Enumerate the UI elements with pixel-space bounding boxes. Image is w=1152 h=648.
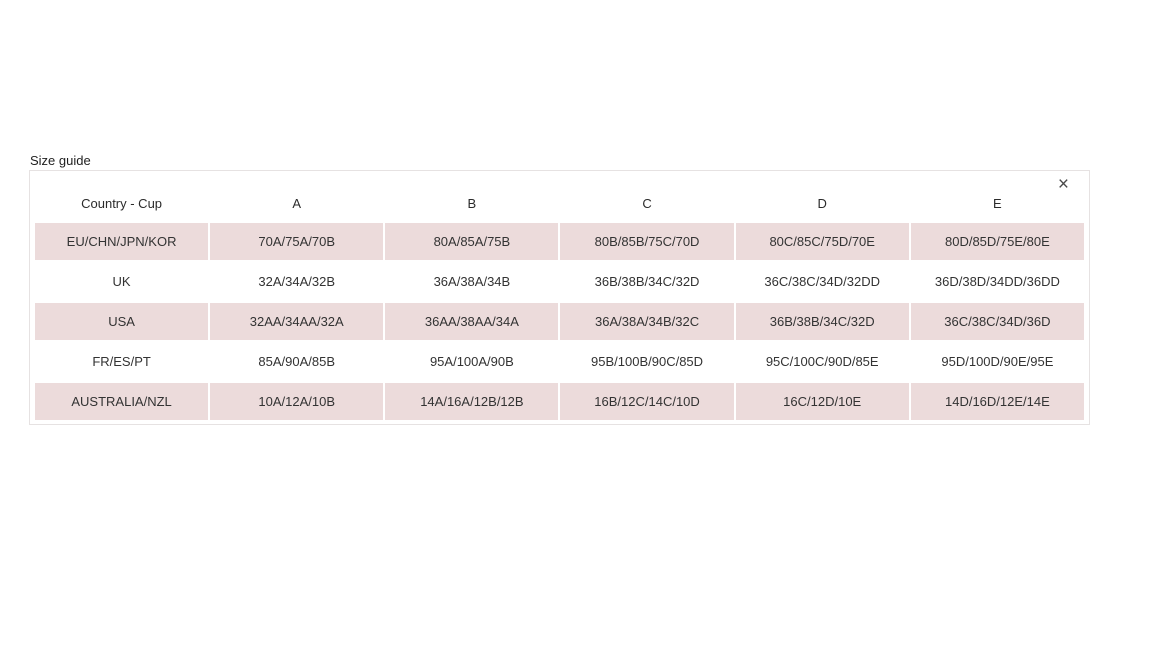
table-row-eu-chn-jpn-kor [35, 223, 1084, 260]
table-row-uk [35, 263, 1084, 300]
size-cell: 95C/100C/90D/85E [765, 354, 879, 369]
size-cell: 36AA/38AA/34A [385, 303, 558, 340]
size-cell: 36B/38B/34C/32D [594, 274, 700, 289]
column-header-c: C [642, 195, 652, 211]
column-header-d: D [817, 195, 827, 211]
size-cell: 32AA/34AA/32A [210, 303, 383, 340]
size-guide-dialog [29, 170, 1090, 425]
size-cell: 80C/85C/75D/70E [736, 223, 909, 260]
size-cell: 70A/75A/70B [210, 223, 383, 260]
size-cell: 32A/34A/32B [258, 274, 336, 289]
country-cell: EU/CHN/JPN/KOR [35, 223, 208, 260]
size-cell: 85A/90A/85B [258, 354, 336, 369]
size-cell: 36C/38C/34D/36D [911, 303, 1084, 340]
size-cell: 95A/100A/90B [429, 354, 514, 369]
size-cell: 10A/12A/10B [210, 383, 383, 420]
size-cell: 36A/38A/34B/32C [560, 303, 733, 340]
size-cell: 36D/38D/34DD/36DD [934, 274, 1060, 289]
size-cell: 36B/38B/34C/32D [736, 303, 909, 340]
size-cell: 36A/38A/34B [433, 274, 511, 289]
country-cell: UK [112, 274, 131, 289]
size-cell: 95B/100B/90C/85D [591, 354, 704, 369]
size-cell: 80D/85D/75E/80E [911, 223, 1084, 260]
size-cell: 16C/12D/10E [736, 383, 909, 420]
size-cell: 80B/85B/75C/70D [560, 223, 733, 260]
size-cell: 36C/38C/34D/32DD [764, 274, 881, 289]
size-guide-table [33, 171, 1086, 423]
country-cell: AUSTRALIA/NZL [35, 383, 208, 420]
column-header-e: E [993, 195, 1002, 211]
table-row-fr-es-pt [35, 343, 1084, 380]
page-title: Size guide [30, 153, 91, 168]
close-icon[interactable]: × [1057, 174, 1069, 195]
size-cell: 80A/85A/75B [385, 223, 558, 260]
table-row-usa [35, 303, 1084, 340]
table-row-australia-nzl [35, 383, 1084, 420]
column-header-a: A [292, 195, 302, 211]
size-cell: 16B/12C/14C/10D [560, 383, 733, 420]
size-cell: 14D/16D/12E/14E [911, 383, 1084, 420]
size-cell: 14A/16A/12B/12B [385, 383, 558, 420]
country-cell: FR/ES/PT [92, 354, 151, 369]
size-cell: 95D/100D/90E/95E [941, 354, 1054, 369]
column-header-b: B [467, 195, 477, 211]
table-header-row [35, 174, 1084, 220]
country-cell: USA [35, 303, 208, 340]
column-header-country-cup: Country - Cup [81, 195, 163, 211]
